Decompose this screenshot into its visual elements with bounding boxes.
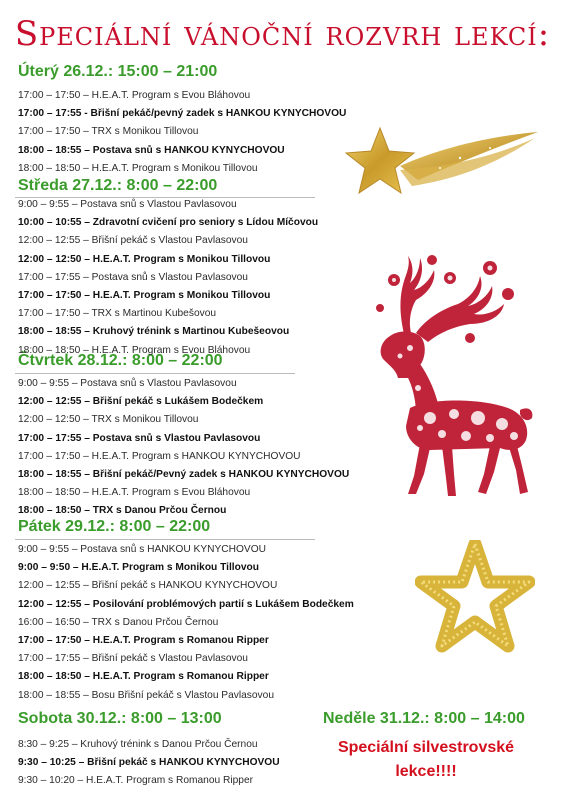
lesson-list-thursday bbox=[18, 375, 349, 521]
page-title: Speciální vánoční rozvrh lekcí: bbox=[14, 14, 551, 54]
lesson-item: 10:00 – 10:55 – Zdravotní cvičení pro seniory s Lídou Míčovou bbox=[18, 217, 319, 229]
lesson-item: 17:00 – 17:50 – H.E.A.T. Program s Romanou Ripper bbox=[18, 635, 269, 647]
lesson-item: 12:00 – 12:55 – Posilování problémových partií s Lukášem Bodečkem bbox=[18, 598, 354, 610]
lesson-item: 12:00 – 12:50 – TRX s Monikou Tillovou bbox=[18, 414, 199, 426]
lesson-item: 17:00 – 17:55 – Postava snů s Vlastou Pavlasovou bbox=[18, 432, 261, 444]
lesson-item: 17:00 – 17:50 – TRX s Martinou Kubešovou bbox=[18, 308, 217, 320]
lesson-item: 8:30 – 9:25 – Kruhový trénink s Danou Prčou Černou bbox=[18, 739, 258, 750]
lesson-item: 18:00 – 18:50 – H.E.A.T. Program s Romanou Ripper bbox=[18, 671, 269, 683]
lesson-item: 9:00 – 9:55 – Postava snů s Vlastou Pavlasovou bbox=[18, 378, 237, 389]
special-line-2: lekce!!!! bbox=[395, 763, 457, 780]
lesson-item: 17:00 – 17:50 – H.E.A.T. Program s Monikou Tillovou bbox=[18, 290, 271, 302]
lesson-item: 18:00 – 18:55 – Kruhový trénink s Martinou Kubešeovou bbox=[18, 326, 290, 338]
divider bbox=[15, 539, 315, 540]
day-heading-friday: Pátek 29.12.: 8:00 – 22:00 bbox=[18, 518, 211, 535]
lesson-list-wednesday bbox=[18, 196, 318, 360]
day-heading-saturday: Sobota 30.12.: 8:00 – 13:00 bbox=[18, 710, 222, 727]
lesson-item: 18:00 – 18:55 – Postava snů s HANKOU KYNYCHOVOU bbox=[18, 144, 285, 156]
lesson-item: 17:00 – 17:55 – Břišní pekáč s Vlastou Pavlasovou bbox=[18, 653, 248, 665]
lesson-item: 18:00 – 18:55 – Bosu Břišní pekáč s Vlastou Pavlasovou bbox=[18, 689, 274, 701]
lesson-item: 9:00 – 9:55 – Postava snů s Vlastou Pavlasovou bbox=[18, 199, 237, 210]
day-heading-wednesday: Středa 27.12.: 8:00 – 22:00 bbox=[18, 177, 218, 194]
lesson-item: 17:00 – 17:55 - Břišní pekáč/pevný zadek s HANKOU KYNYCHOVOU bbox=[18, 108, 347, 120]
divider bbox=[15, 197, 315, 198]
lesson-item: 12:00 – 12:55 – Břišní pekáč s Vlastou Pavlasovou bbox=[18, 235, 248, 247]
lesson-item: 18:00 – 18:50 – H.E.A.T. Program s Monikou Tillovou bbox=[18, 162, 258, 174]
lesson-item: 12:00 – 12:55 – Břišní pekáč s HANKOU KYNYCHOVOU bbox=[18, 580, 278, 592]
special-announcement bbox=[316, 736, 536, 784]
lesson-item: 16:00 – 16:50 – TRX s Danou Prčou Černou bbox=[18, 616, 219, 628]
lesson-item: 17:00 – 17:50 – H.E.A.T. Program s HANKOU KYNYCHOVOU bbox=[18, 450, 301, 462]
special-line-1: Speciální silvestrovské bbox=[337, 739, 515, 756]
divider bbox=[15, 373, 295, 374]
lesson-item: 12:00 – 12:50 – H.E.A.T. Program s Monikou Tillovou bbox=[18, 253, 271, 265]
glitter-star-icon bbox=[415, 540, 535, 655]
lesson-item: 9:30 – 10:25 – Břišní pekáč s HANKOU KYNYCHOVOU bbox=[18, 757, 280, 769]
lesson-item: 17:00 – 17:50 – H.E.A.T. Program s Evou Bláhovou bbox=[18, 90, 251, 101]
lesson-list-saturday bbox=[18, 736, 280, 791]
lesson-item: 9:00 – 9:50 – H.E.A.T. Program s Monikou Tillovou bbox=[18, 562, 259, 574]
lesson-list-friday bbox=[18, 541, 354, 705]
lesson-item: 18:00 – 18:50 – H.E.A.T. Program s Evou Bláhovou bbox=[18, 344, 251, 356]
lesson-item: 18:00 – 18:50 – TRX s Danou Prčou Černou bbox=[18, 505, 227, 517]
lesson-item: 17:00 – 17:55 – Postava snů s Vlastou Pavlasovou bbox=[18, 271, 248, 283]
day-heading-thursday: Čtvrtek 28.12.: 8:00 – 22:00 bbox=[18, 352, 223, 369]
shooting-star-icon bbox=[340, 118, 540, 208]
lesson-item: 18:00 – 18:50 – H.E.A.T. Program s Evou Bláhovou bbox=[18, 487, 251, 499]
lesson-item: 18:00 – 18:55 – Břišní pekáč/Pevný zadek s HANKOU KYNYCHOVOU bbox=[18, 469, 350, 481]
reindeer-icon bbox=[350, 238, 540, 498]
lesson-item: 12:00 – 12:55 – Břišní pekáč s Lukášem Bodečkem bbox=[18, 396, 264, 408]
day-heading-sunday: Neděle 31.12.: 8:00 – 14:00 bbox=[323, 710, 525, 727]
lesson-list-tuesday bbox=[18, 87, 346, 178]
lesson-item: 17:00 – 17:50 – TRX s Monikou Tillovou bbox=[18, 126, 199, 138]
day-heading-tuesday: Úterý 26.12.: 15:00 – 21:00 bbox=[18, 63, 218, 80]
lesson-item: 9:30 – 10:20 – H.E.A.T. Program s Romanou Ripper bbox=[18, 775, 253, 787]
lesson-item: 9:00 – 9:55 – Postava snů s HANKOU KYNYCHOVOU bbox=[18, 544, 267, 555]
